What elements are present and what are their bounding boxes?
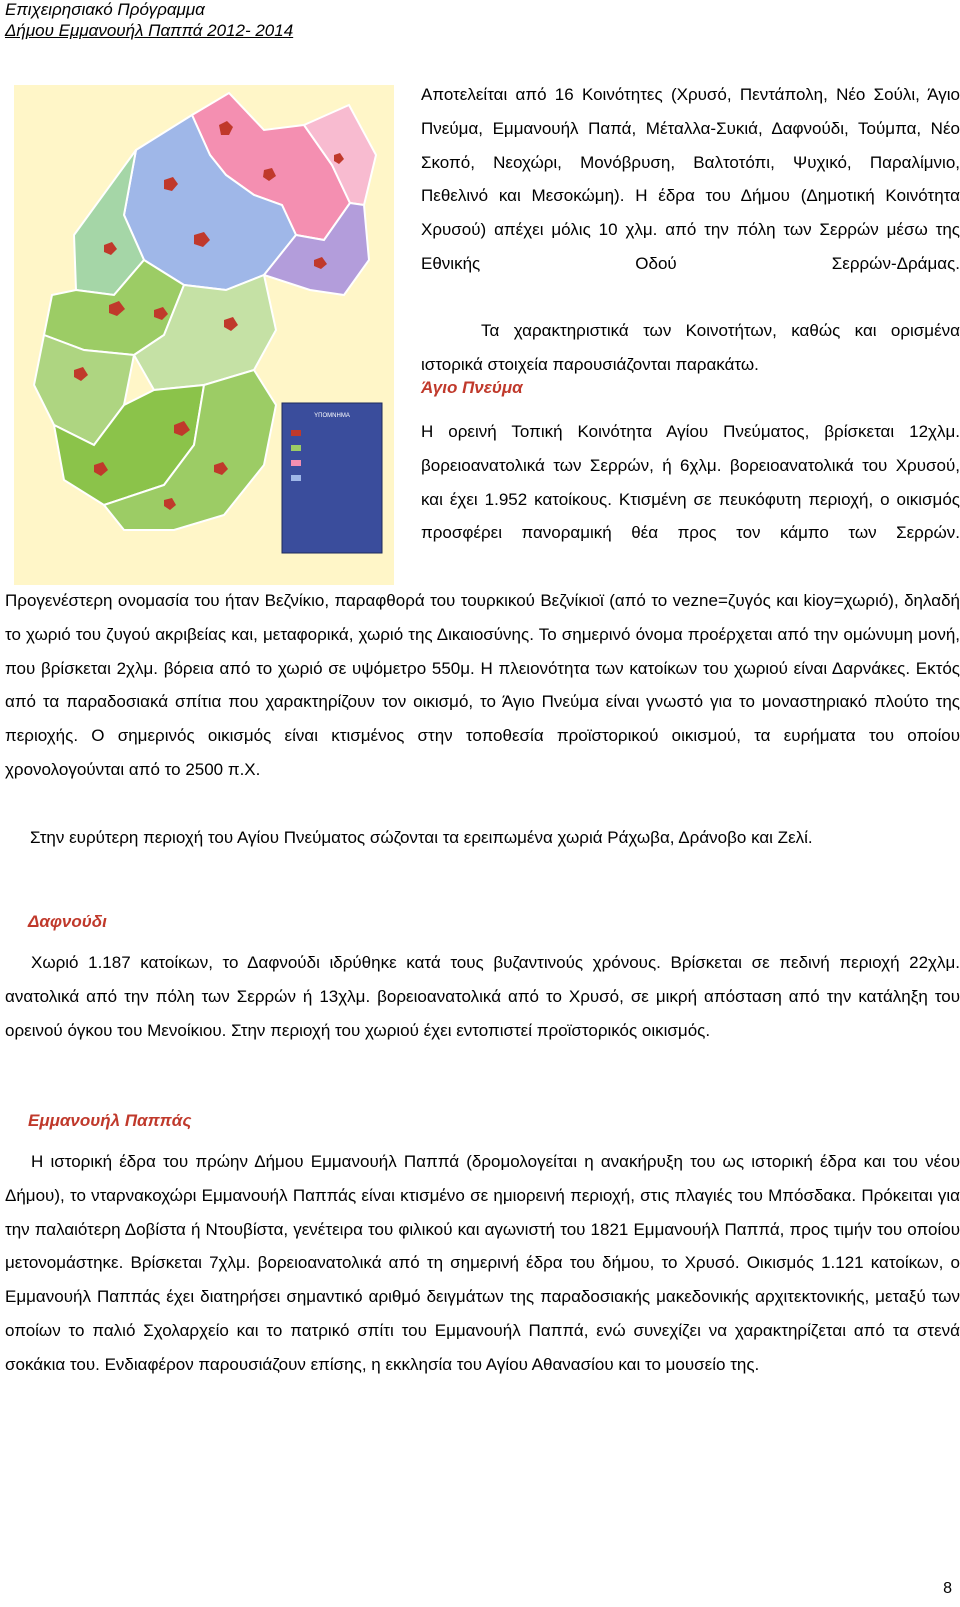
section-heading-dafnoudi: Δαφνούδι bbox=[28, 912, 107, 931]
map-legend-swatch bbox=[291, 445, 301, 451]
header-subtitle: Δήμου Εμμανουήλ Παππά 2012- 2014 bbox=[5, 21, 294, 40]
dafnoudi-text: Χωριό 1.187 κατοίκων, το Δαφνούδι ιδρύθηκε κατά τους βυζαντινούς χρόνους. Βρίσκεται σε πεδινή περιοχή 22χλμ. ανατολικά από την πόλη των Σερρών ή 13χλμ. βορειοανατολικά από το Χρυσό, σε μικρή απόσταση από την κατάληξη του ορεινού όγκου του Μενοίκιου. Στην περιοχή του χωριού έχει εντοπιστεί προϊστορικός οικισμός. bbox=[5, 953, 960, 1040]
map-legend-swatch bbox=[291, 475, 301, 481]
header-title: Επιχειρησιακό Πρόγραμμα bbox=[5, 0, 205, 19]
map-legend-title: ΥΠΟΜΝΗΜΑ bbox=[314, 413, 350, 419]
page-number: 8 bbox=[943, 1580, 952, 1597]
section-heading-emmanouil-pappas: Εμμανουήλ Παππάς bbox=[28, 1111, 192, 1130]
intro-paragraph: Αποτελείται από 16 Κοινότητες (Χρυσό, Πεντάπολη, Νέο Σούλι, Άγιο Πνεύμα, Εμμανουήλ Παπά, Μέταλλα-Συκιά, Δαφνούδι, Τούμπα, Νέο Σκοπό, Νεοχώρι, Μονόβρυση, Βαλτοτόπι, Ψυχικό, Παραλίμνιο, Πεθελινό και Μεσοκώμη). Η έδρα του Δήμου (Δημοτική Κοινότητα Χρυσού) απέχει μόλις 10 χλμ. από την πόλη των Σερρών μέσω της Εθνικής Οδού Σερρών-Δράμας. bbox=[421, 85, 960, 273]
agio-pnevma-ruins: Στην ευρύτερη περιοχή του Αγίου Πνεύματος σώζονται τα ερειπωμένα χωριά Ράχωβα, Δράνοβο και Ζελί. bbox=[30, 828, 813, 847]
municipality-map bbox=[14, 85, 394, 585]
emmanouil-pappas-text: Η ιστορική έδρα του πρώην Δήμου Εμμανουήλ Παππά (δρομολογείται η ανακήρυξη του ως ιστορική έδρα και του νέου Δήμου), το νταρνακοχώρι Εμμανουήλ Παππάς είναι κτισμένο σε ημιορεινή περιοχή, στις πλαγιές του Μπόσδακα. Πρόκειται για την παλαιότερη Δοβίστα ή Ντουβίστα, γενέτειρα του φιλικού και αγωνιστή του 1821 Εμμανουήλ Παππά, προς τιμήν του οποίου μετονομάστηκε. Βρίσκεται 7χλμ. βορειοανατολικά από τη σημερινή έδρα του δήμου, το Χρυσό. Οικισμός 1.121 κατοίκων, ο Εμμανουήλ Παππάς έχει διατηρήσει σημαντικό αριθμό δειγμάτων της παραδοσιακής μακεδονικής αρχιτεκτονικής, μεταξύ των οποίων το παλιό Σχολαρχείο και το πατρικό σπίτι του Εμμανουήλ Παππά, ενώ συνεχίζει να χαρακτηρίζεται από τα στενά σοκάκια του. Ενδιαφέρον παρουσιάζουν επίσης, η εκκλησία του Αγίου Αθανασίου και το μουσείο της. bbox=[5, 1152, 960, 1374]
section-heading-agio-pnevma: Άγιο Πνεύμα bbox=[421, 378, 523, 397]
agio-pnevma-intro: Η ορεινή Τοπική Κοινότητα Αγίου Πνεύματος, βρίσκεται 12χλμ. βορειοανατολικά των Σερρών, ή 6χλμ. βορειοανατολικά του Χρυσού, και έχει 1.952 κατοίκους. Κτισμένη σε πευκόφυτη περιοχή, ο οικισμός προσφέρει πανοραμική θέα προς τον κάμπο των Σερρών. bbox=[421, 422, 960, 543]
agio-pnevma-history: Προγενέστερη ονομασία του ήταν Βεζνίκιο, παραφθορά του τουρκικού Βεζνίκιοϊ (από το vezne=ζυγός και kioy=χωριό), δηλαδή το χωριό του ζυγού ακριβείας και, μεταφορικά, χωριό της Δικαιοσύνης. Το σημερινό όνομα προέρχεται από την ομώνυμη μονή, που βρίσκεται 2χλμ. βόρεια από το χωριό σε υψόμετρο 550μ. Η πλειονότητα των κατοίκων του χωριού είναι Δαρνάκες. Εκτός από τα παραδοσιακά σπίτια που χαρακτηρίζουν τον οικισμό, το Άγιο Πνεύμα είναι γνωστό για το μοναστηριακό πλούτο της περιοχής. Ο σημερινός οικισμός είναι κτισμένος στην τοποθεσία προϊστορικού οικισμού, τα ευρήματα του οποίου χρονολογούνται από το 2500 π.Χ. bbox=[5, 591, 960, 779]
intro-characteristics: Τα χαρακτηριστικά των Κοινοτήτων, καθώς και ορισμένα ιστορικά στοιχεία παρουσιάζονται παρακάτω. bbox=[421, 321, 960, 374]
map-legend-swatch bbox=[291, 460, 301, 466]
map-legend-swatch bbox=[291, 430, 301, 436]
